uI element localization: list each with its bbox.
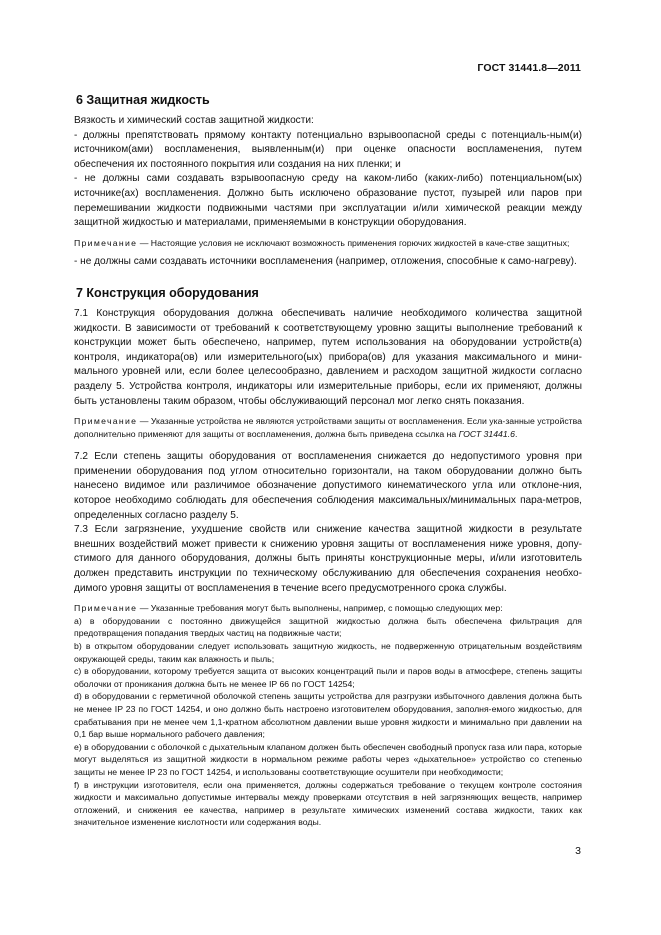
note-text: — Указанные требования могут быть выполнены, например, с помощью следующих мер:: [137, 603, 503, 614]
note-item-f: f) в инструкции изготовителя, если она применяется, должны содержаться требование о текущем контроле состояния жидкости и максимально допустимые интервалы между проверками отсутствия в ней загрязняющих веществ, например отложений, и снижения ее качества, например в результате химических изменений состава жидкости, таких как значительное изменение кислотности или содержания воды.: [74, 779, 582, 828]
section-6-title: 6 Защитная жидкость: [76, 93, 210, 107]
clause-7-2: 7.2 Если степень защиты оборудования от воспламенения снижается до недопустимого уровня при применении оборудования под углом относительно горизонтали, на таком оборудовании должно быть нанесено видимое или различимое обозначение допустимого кинематического угла или отклоне-ния, которое необходимо соблюдать для обеспечения соблюдения максимальных/минимальных пара-метров, определенных согласно разделу 5.: [74, 451, 582, 521]
page-content: [74, 93, 582, 829]
section-6-note: [74, 237, 582, 250]
section-6-item-2: - не должны сами создавать взрывоопасную среду на каком-либо (каких-либо) потенциальном(ых) источнике(ах) воспламенения. Должно быть исключено образование пустот, пузырей или паров при перемешивании жидкости подвижными частями при эксплуатации и/или химической реакции между защитной жидкостью и материалами, применяемыми в конструкции оборудования.: [74, 173, 582, 229]
note-item-d: d) в оборудовании с герметичной оболочкой степень защиты устройства для разгрузки избыточного давления должна быть не менее IP 23 по ГОСТ 14254, и оно должно быть настроено изготовителем оборудования, заполня-емого жидкостью, для срабатывания при не менее чем 1,1-кратном абсолютном давлении выше уровня жидкости и минимально при давлении на 0,1 бар выше нормального рабочего давления;: [74, 691, 582, 740]
section-7-title: 7 Конструкция оборудования: [76, 285, 259, 300]
page-number: 3: [575, 845, 581, 857]
clause-7-1-note: [74, 415, 582, 440]
note-label: Примечание: [74, 416, 138, 427]
note-text: — Указанные устройства не являются устройствами защиты от воспламенения. Если ука-занные устройства дополнительно применяют для защиты от воспламенения, должна быть приведена ссылка на: [74, 416, 582, 439]
note-item-a: а) в оборудовании с постоянно движущейся защитной жидкостью должна быть обеспечена фильтрация для предотвращения попадания твердых частиц на подвижные части;: [74, 615, 582, 639]
clause-7-1: 7.1 Конструкция оборудования должна обеспечивать наличие необходимого количества защитной жидкости. В зависимости от требований к соответствующему уровню защиты выполнение требований к конструкции может быть обеспечено, например, путем использования на оборудовании устройств(а) контроля, индикатора(ов) или измерительного(ых) прибора(ов) для указания максимального и мини-мального уровней или, если более целесообразно, давлением и расходом защитной жидкости согласно разделу 5. Устройства контроля, индикаторы или измерительные приборы, если их применяют, должны быть установлены таким образом, чтобы обслуживающий персонал мог легко снять показания.: [74, 307, 582, 407]
clause-7-3: 7.3 Если загрязнение, ухудшение свойств или снижение качества защитной жидкости в результате внешних воздействий может привести к снижению уровня защиты от воспламенения ниже уровня, допу-стимого для данного оборудования, должны быть приняты конструкционные меры, и/или изготовитель должен представить инструкции по техническому обслуживанию для обеспечения сохранения необхо-димого уровня защиты от воспламенения в течение всего предусмотренного срока службы.: [74, 524, 582, 594]
document-code: ГОСТ 31441.8—2011: [477, 62, 581, 74]
note-item-c: c) в оборудовании, которому требуется защита от высоких концентраций пыли и паров воды в атмосфере, степень защиты оболочки от проникания должна быть не менее IP 66 по ГОСТ 14254;: [74, 666, 582, 689]
note-label: Примечание: [74, 603, 138, 614]
note-text: — Настоящие условия не исключают возможность применения горючих жидкостей в каче-стве защитных;: [137, 237, 570, 248]
note-label: Примечание: [74, 237, 138, 248]
section-6-intro: Вязкость и химический состав защитной жидкости:: [74, 115, 314, 126]
clause-7-3-note: [74, 602, 582, 615]
section-6-item-1: - должны препятствовать прямому контакту потенциально взрывоопасной среды с потенциаль-ным(и) источником(ами) воспламенения, выявленным(и) при оценке опасности воспламенения, путем обеспечения их постоянного покрытия или создания на них пленки; и: [74, 129, 582, 170]
note-end: .: [514, 428, 518, 439]
section-6-item-3: - не должны сами создавать источники воспламенения (например, отложения, способные к само-нагреву).: [74, 256, 577, 268]
note-reference: ГОСТ 31441.6: [458, 428, 515, 439]
note-item-e: e) в оборудовании с оболочкой с дыхательным клапаном должен быть обеспечен свободный пропуск газа или пара, которые могут выделяться из защитной жидкости в нормальном режиме работы через «дыхательное» устройство со степенью защиты не менее IP 23 по ГОСТ 14254, и использованы соответствующие осушители при необходимости;: [74, 741, 582, 777]
note-item-b: b) в открытом оборудовании следует использовать защитную жидкость, не подверженную отрицательным воздействиям окружающей среды, таким как влажность и пыль;: [74, 641, 582, 664]
